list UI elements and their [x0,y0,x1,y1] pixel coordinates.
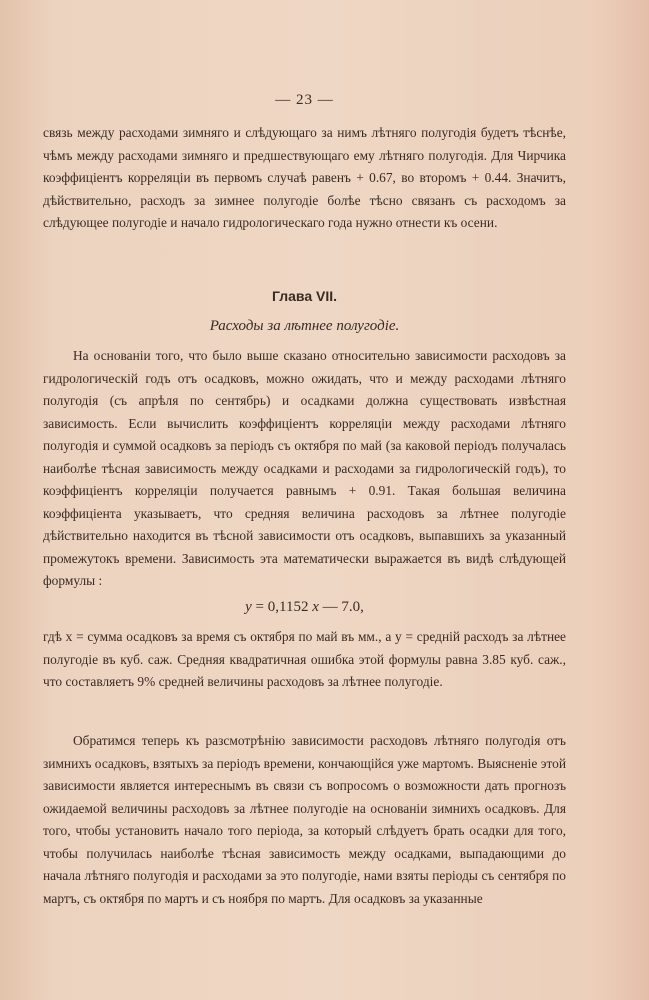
paragraph-3 [43,730,566,910]
paragraph-2 [43,626,566,694]
section-title: Расходы за лѣтнее полугодіе. [209,318,400,334]
paragraph-3-text: Обратимся теперь къ разсмотрѣнію зависимости расходовъ лѣтняго полугодія отъ зимнихъ осадковъ, взятыхъ за періодъ времени, кончающійся уже мартомъ. Выясненіе этой зависимости является интереснымъ въ связи съ вопросомъ о возможности дать прогнозъ ожидаемой величины расходовъ за лѣтнее полугодіе на основаніи зимнихъ осадковъ. Для того, чтобы установить начало того періода, за который слѣдуетъ брать осадки для того, чтобы получилась наиболѣе тѣсная зависимость между осадками, выпадающими до начала лѣтняго полугодія и расходами за это полугодіе, нами взяты періоды съ сентября по мартъ, съ октября по мартъ и съ ноября по мартъ. Для осадковъ за указанные [43,733,566,906]
intro-text: связь между расходами зимняго и слѣдующаго за нимъ лѣтняго полугодія будетъ тѣснѣе, чѣмъ между расходами зимняго и предшествующаго ему лѣтняго полугодія. Для Чирчика коэффиціентъ корреляціи въ первомъ случаѣ равенъ + 0.67, во второмъ + 0.44. Значитъ, дѣйствительно, расходъ за зимнее полугодіе болѣе тѣсно связанъ съ расходомъ за слѣдующее полугодіе и начало гидрологическаго года нужно отнести къ осени. [43,125,566,230]
formula [43,599,566,616]
paragraph-1-text: На основаніи того, что было выше сказано относительно зависимости расходовъ за гидрологическій годъ отъ осадковъ, можно ожидать, что и между расходами лѣтняго полугодія (съ апрѣля по сентябрь) и осадками должна существовать извѣстная зависимость. Если вычислить коэффиціентъ корреляціи между расходами лѣтняго полугодія и суммой осадковъ за періодъ съ октября по май (за каковой періодъ получалась наиболѣе тѣсная зависимость между осадками и расходами за гидрологическій годъ), то коэффиціентъ корреляціи получается равнымъ + 0.91. Такая большая величина коэффиціента указываетъ, что средняя величина расходовъ за лѣтнее полугодіе дѣйствительно находится въ тѣсной зависимости отъ осадковъ, выпавшихъ за указанный промежутокъ времени. Зависимость эта математически выражается въ видѣ слѣдующей формулы : [43,348,566,588]
formula-eq: = 0,1152 [251,599,313,615]
formula-rest: — 7.0, [318,599,364,615]
intro-paragraph [43,122,566,235]
paragraph-1 [43,345,566,593]
page-number: — 23 — [275,92,334,108]
formula-x: x [312,599,319,615]
paragraph-2-text: гдѣ x = сумма осадковъ за время съ октября по май въ мм., а y = средній расходъ за лѣтнее полугодіе въ куб. саж. Средняя квадратичная ошибка этой формулы равна 3.85 куб. саж., что составляетъ 9% средней величины расходовъ за лѣтнее полугодіе. [43,629,566,689]
chapter-title: Глава VII. [271,288,338,304]
formula-y: y [245,599,252,615]
